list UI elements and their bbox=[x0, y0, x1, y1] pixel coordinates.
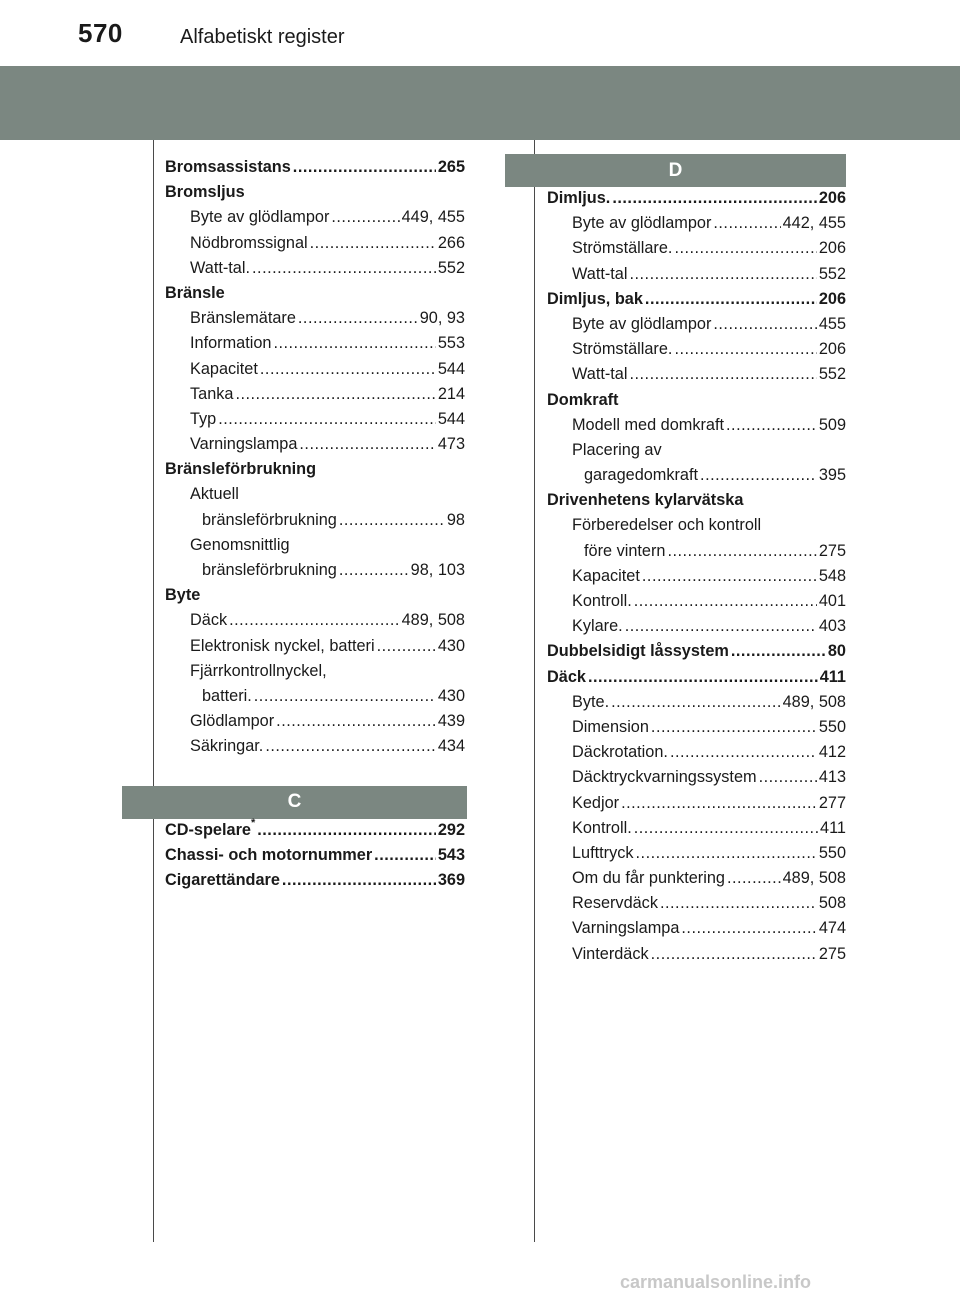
entry-label: Kapacitet bbox=[190, 359, 258, 378]
dot-leader bbox=[374, 846, 436, 865]
section-header-d bbox=[505, 154, 846, 187]
entry-label: bränsleförbrukning bbox=[202, 510, 337, 529]
entry-label: Byte. bbox=[572, 692, 610, 711]
index-entry-cd-player bbox=[165, 816, 465, 846]
entry-label: Nödbromssignal bbox=[190, 233, 308, 252]
entry-label: Bränsleförbrukning bbox=[165, 460, 317, 479]
index-entry bbox=[547, 894, 846, 919]
index-entry bbox=[547, 466, 846, 491]
entry-label: Kontroll. bbox=[572, 592, 632, 610]
entry-page: 411 bbox=[820, 818, 846, 837]
dot-leader bbox=[645, 290, 817, 309]
index-entry bbox=[547, 693, 846, 718]
index-entry bbox=[547, 265, 846, 290]
entry-page: 206 bbox=[818, 340, 846, 359]
entry-page: 544 bbox=[437, 359, 465, 378]
entry-label: Dimljus, bak bbox=[547, 289, 643, 308]
dot-leader bbox=[726, 416, 817, 435]
entry-label: före vintern bbox=[584, 541, 666, 560]
index-entry bbox=[547, 617, 846, 642]
dot-leader bbox=[629, 265, 816, 284]
entry-page: 275 bbox=[818, 541, 846, 560]
index-entry bbox=[547, 869, 846, 894]
dot-leader bbox=[621, 794, 817, 813]
entry-label: Varningslampa bbox=[572, 919, 680, 938]
dot-leader bbox=[731, 642, 826, 661]
index-entry bbox=[165, 309, 465, 334]
index-entry bbox=[165, 737, 465, 762]
entry-label: Förberedelser och kontroll bbox=[572, 516, 762, 535]
entry-label: Glödlampor bbox=[190, 712, 275, 731]
index-entry bbox=[165, 536, 465, 561]
section-header-c bbox=[122, 786, 467, 819]
entry-label: Strömställare. bbox=[572, 239, 673, 258]
entry-label: Kylare. bbox=[572, 617, 623, 636]
dot-leader bbox=[377, 637, 436, 656]
entry-page: 552 bbox=[818, 365, 846, 384]
entry-page: 544 bbox=[437, 409, 465, 428]
entry-label: Kedjor bbox=[572, 793, 620, 812]
dot-leader bbox=[629, 365, 816, 384]
index-entry bbox=[165, 687, 465, 712]
center-divider bbox=[534, 140, 535, 1242]
entry-label: Bränsle bbox=[165, 283, 225, 302]
entry-page: 214 bbox=[437, 384, 465, 403]
entry-label: Domkraft bbox=[547, 390, 619, 409]
index-entry bbox=[165, 712, 465, 737]
dot-leader bbox=[651, 718, 817, 737]
dot-leader bbox=[670, 743, 817, 762]
dot-leader bbox=[299, 435, 435, 454]
entry-page: 473 bbox=[437, 435, 465, 454]
entry-page: 206 bbox=[818, 239, 846, 258]
entry-label: Information bbox=[190, 334, 272, 353]
dot-leader bbox=[625, 617, 817, 636]
entry-label: Dubbelsidigt låssystem bbox=[547, 642, 729, 661]
index-entry bbox=[165, 410, 465, 435]
index-entry bbox=[165, 511, 465, 536]
dot-leader bbox=[282, 871, 436, 890]
entry-label: Cigarettändare bbox=[165, 870, 280, 889]
index-entry bbox=[165, 561, 465, 586]
dot-leader bbox=[235, 385, 435, 404]
dot-leader bbox=[713, 214, 780, 233]
entry-label: Byte av glödlampor bbox=[190, 208, 330, 227]
index-entry bbox=[547, 491, 846, 516]
entry-page: 80 bbox=[827, 642, 846, 661]
index-entry bbox=[165, 611, 465, 636]
dot-leader bbox=[713, 315, 816, 334]
index-entry bbox=[547, 416, 846, 441]
section-title: Alfabetiskt register bbox=[180, 26, 345, 48]
entry-label: Kapacitet bbox=[572, 566, 640, 585]
dot-leader bbox=[339, 511, 445, 530]
entry-page: 277 bbox=[818, 793, 846, 812]
index-entry bbox=[547, 642, 846, 667]
entry-page: 430 bbox=[437, 636, 465, 655]
entry-label: Byte av glödlampor bbox=[572, 214, 712, 233]
entry-label: Om du får punktering bbox=[572, 869, 725, 888]
index-entry bbox=[547, 794, 846, 819]
dot-leader bbox=[660, 894, 817, 913]
left-column bbox=[165, 158, 465, 896]
index-entry bbox=[165, 385, 465, 410]
entry-page: 434 bbox=[437, 737, 465, 756]
entry-page: 455 bbox=[818, 314, 846, 333]
index-entry bbox=[547, 668, 846, 693]
index-entry bbox=[547, 567, 846, 592]
entry-page: 206 bbox=[818, 189, 846, 207]
entry-page: 266 bbox=[437, 233, 465, 252]
dot-leader bbox=[636, 844, 817, 863]
entry-page: 442, 455 bbox=[782, 214, 846, 233]
index-entry bbox=[165, 334, 465, 359]
index-entry bbox=[547, 441, 846, 466]
index-entry bbox=[165, 259, 465, 284]
index-entry bbox=[547, 516, 846, 541]
watermark: carmanualsonline.info bbox=[620, 1272, 812, 1292]
entry-label: Chassi- och motornummer bbox=[165, 845, 373, 864]
index-entry bbox=[547, 315, 846, 340]
entry-page: 292 bbox=[437, 820, 465, 839]
entry-label: Bromsassistans bbox=[165, 158, 291, 176]
entry-page: 403 bbox=[818, 617, 846, 636]
asterisk-mark: * bbox=[250, 816, 256, 829]
dot-leader bbox=[674, 340, 816, 359]
entry-label: Vinterdäck bbox=[572, 944, 649, 963]
index-entry bbox=[547, 239, 846, 264]
entry-page: 275 bbox=[818, 944, 846, 963]
entry-label: Säkringar. bbox=[190, 737, 264, 756]
entry-label: Däck bbox=[547, 667, 586, 686]
index-entry bbox=[165, 637, 465, 662]
entry-label: Varningslampa bbox=[190, 435, 298, 454]
entry-label: Elektronisk nyckel, batteri bbox=[190, 636, 375, 655]
section-letter-d: D bbox=[668, 159, 683, 181]
index-entry bbox=[165, 208, 465, 233]
page-header bbox=[0, 0, 960, 64]
entry-label: Reservdäck bbox=[572, 894, 658, 913]
dot-leader bbox=[651, 945, 817, 964]
index-entry bbox=[547, 365, 846, 390]
index-entry bbox=[165, 460, 465, 485]
right-entries bbox=[547, 189, 846, 970]
entry-page: 265 bbox=[437, 158, 465, 176]
dot-leader bbox=[265, 737, 436, 756]
left-entries bbox=[165, 158, 465, 763]
dot-leader bbox=[700, 466, 817, 485]
right-column bbox=[547, 154, 846, 970]
index-entry bbox=[165, 846, 465, 871]
index-entry bbox=[547, 391, 846, 416]
section-letter-c: C bbox=[287, 791, 302, 812]
entry-page: 90, 93 bbox=[419, 309, 465, 328]
dot-leader bbox=[642, 567, 817, 586]
entry-page: 98 bbox=[446, 510, 465, 529]
entry-page: 401 bbox=[818, 592, 846, 610]
index-entry bbox=[547, 743, 846, 768]
entry-label: Watt-tal bbox=[572, 264, 628, 283]
entry-label: Typ bbox=[190, 409, 217, 428]
entry-page: 369 bbox=[437, 870, 465, 889]
dot-leader bbox=[681, 919, 816, 938]
entry-label: Fjärrkontrollnyckel, bbox=[190, 661, 327, 680]
entry-label: Byte bbox=[165, 586, 201, 605]
dot-leader bbox=[310, 234, 436, 253]
dot-leader bbox=[218, 410, 436, 429]
dot-leader bbox=[331, 208, 399, 227]
dot-leader bbox=[588, 668, 818, 687]
index-entry bbox=[547, 542, 846, 567]
entry-page: 553 bbox=[437, 334, 465, 353]
index-entry bbox=[165, 284, 465, 309]
entry-label: Bromsljus bbox=[165, 183, 245, 202]
entry-page: 439 bbox=[437, 712, 465, 731]
dot-leader bbox=[674, 239, 816, 258]
index-entry bbox=[165, 586, 465, 611]
entry-label: Lufttryck bbox=[572, 843, 634, 862]
left-divider bbox=[153, 140, 154, 1242]
entry-label: Däcktryckvarningssystem bbox=[572, 768, 757, 787]
index-entry bbox=[547, 592, 846, 617]
entry-label: Watt-tal. bbox=[190, 258, 251, 277]
entry-label: Däckrotation. bbox=[572, 743, 668, 762]
dot-leader bbox=[727, 869, 781, 888]
dot-leader bbox=[759, 768, 817, 787]
entry-page: 474 bbox=[818, 919, 846, 938]
entry-page: 413 bbox=[818, 768, 846, 787]
index-entry bbox=[165, 662, 465, 687]
entry-label: garagedomkraft bbox=[584, 466, 699, 485]
dot-leader bbox=[634, 819, 818, 838]
dot-leader bbox=[260, 360, 436, 379]
index-entry bbox=[165, 158, 465, 183]
entry-label: Bränslemätare bbox=[190, 309, 296, 328]
entry-page: 508 bbox=[818, 894, 846, 913]
index-entry bbox=[165, 360, 465, 385]
entry-label: Aktuell bbox=[190, 485, 239, 504]
page-number: 570 bbox=[78, 18, 123, 48]
entry-page: 550 bbox=[818, 717, 846, 736]
entry-page: 206 bbox=[818, 289, 846, 308]
entry-label: Dimljus. bbox=[547, 189, 611, 207]
entry-page: 412 bbox=[818, 743, 846, 762]
dot-leader bbox=[252, 259, 436, 278]
index-entry bbox=[547, 290, 846, 315]
dot-leader bbox=[293, 158, 436, 177]
entry-label: Byte av glödlampor bbox=[572, 314, 712, 333]
index-entry bbox=[165, 234, 465, 259]
index-entry bbox=[165, 871, 465, 896]
entry-label: Tanka bbox=[190, 384, 234, 403]
index-entry bbox=[547, 919, 846, 944]
entry-page: 489, 508 bbox=[782, 692, 846, 711]
entry-page: 543 bbox=[437, 845, 465, 864]
index-entry bbox=[547, 768, 846, 793]
entry-page: 550 bbox=[818, 843, 846, 862]
entry-page: 509 bbox=[818, 415, 846, 434]
dot-leader bbox=[273, 334, 435, 353]
dot-leader bbox=[634, 592, 817, 611]
dot-leader bbox=[229, 611, 400, 630]
entry-page: 552 bbox=[437, 258, 465, 277]
c-entries bbox=[165, 846, 465, 896]
dot-leader bbox=[611, 693, 781, 712]
entry-label: Kontroll. bbox=[572, 818, 632, 837]
dot-leader bbox=[276, 712, 436, 731]
entry-label: Däck bbox=[190, 611, 228, 630]
dot-leader bbox=[254, 687, 436, 706]
entry-label: batteri. bbox=[202, 686, 252, 705]
entry-page: 98, 103 bbox=[410, 561, 465, 579]
index-entry bbox=[547, 819, 846, 844]
entry-page: 449, 455 bbox=[401, 208, 465, 227]
entry-label: Modell med domkraft bbox=[572, 415, 725, 434]
entry-page: 489, 508 bbox=[782, 869, 846, 888]
entry-label: CD-spelare bbox=[165, 820, 251, 839]
entry-page: 489, 508 bbox=[401, 611, 465, 630]
dot-leader bbox=[298, 309, 418, 328]
index-entry bbox=[547, 189, 846, 214]
index-entry bbox=[547, 945, 846, 970]
dot-leader bbox=[339, 561, 409, 580]
entry-label: Dimension bbox=[572, 717, 649, 736]
index-entry bbox=[547, 340, 846, 365]
dot-leader bbox=[612, 189, 816, 208]
index-entry bbox=[547, 718, 846, 743]
dot-leader bbox=[667, 542, 816, 561]
entry-label: Strömställare. bbox=[572, 340, 673, 359]
entry-page: 411 bbox=[819, 667, 846, 686]
index-entry bbox=[165, 435, 465, 460]
entry-page: 552 bbox=[818, 264, 846, 283]
header-banner bbox=[0, 66, 960, 140]
index-entry bbox=[547, 214, 846, 239]
entry-label: Genomsnittlig bbox=[190, 535, 290, 554]
entry-label: Placering av bbox=[572, 440, 662, 459]
index-entry bbox=[547, 844, 846, 869]
index-entry bbox=[165, 485, 465, 510]
entry-page: 430 bbox=[437, 686, 465, 705]
entry-label: Watt-tal bbox=[572, 365, 628, 384]
entry-label: Drivenhetens kylarvätska bbox=[547, 491, 744, 510]
entry-label: bränsleförbrukning bbox=[202, 561, 337, 579]
entry-page: 548 bbox=[818, 566, 846, 585]
index-entry bbox=[165, 183, 465, 208]
entry-page: 395 bbox=[818, 466, 846, 485]
